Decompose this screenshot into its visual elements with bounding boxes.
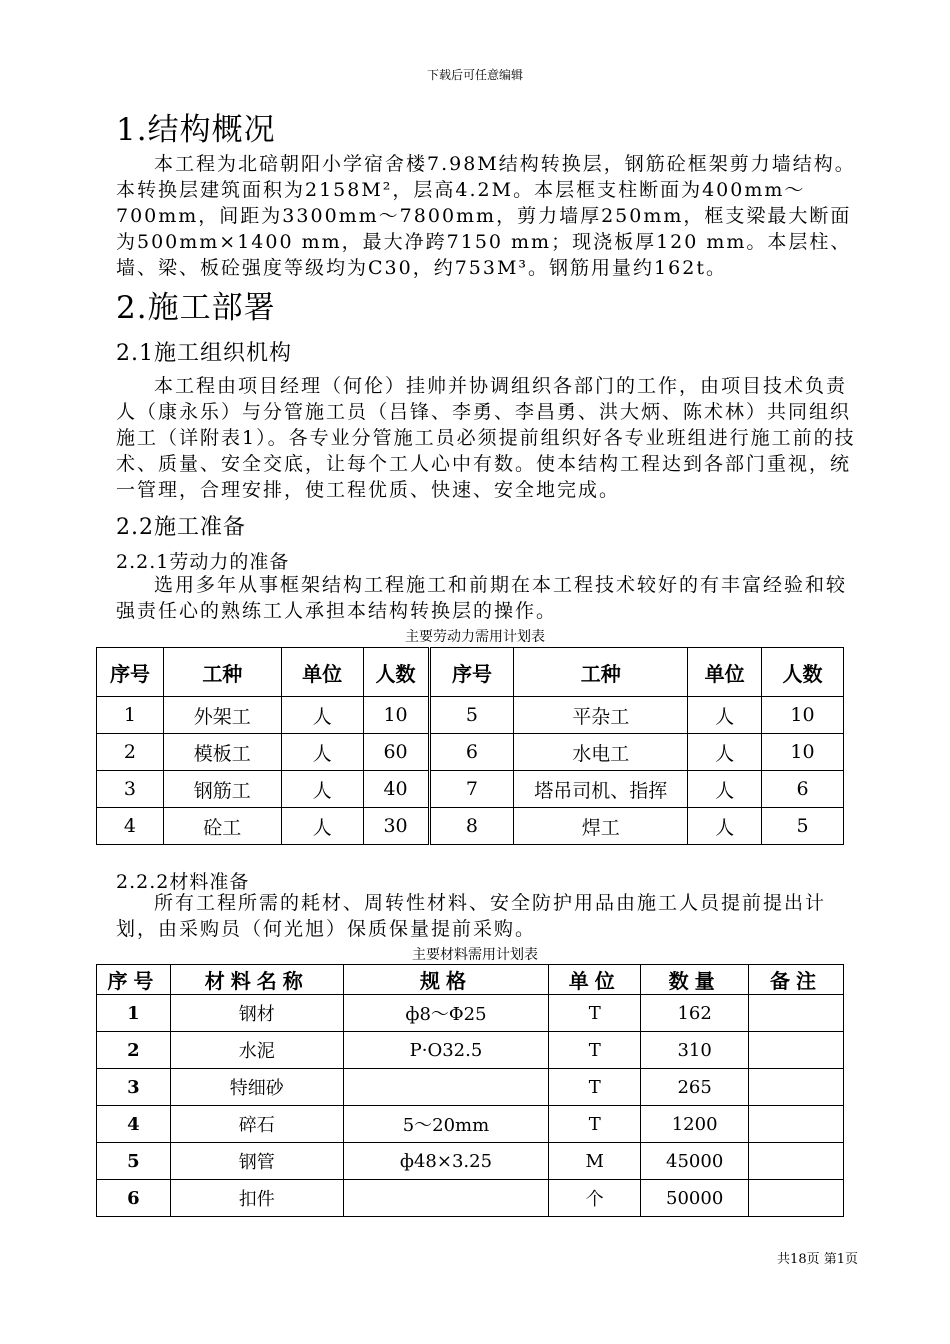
- section-2-2-2-title: 2.2.2材料准备: [116, 871, 250, 893]
- table-cell: [749, 995, 844, 1032]
- material-header-cell: 序号: [97, 965, 171, 995]
- table-cell: 10: [762, 734, 844, 771]
- table-cell: 5～20mm: [343, 1106, 549, 1143]
- table-cell: 5: [97, 1143, 171, 1180]
- table-cell: M: [549, 1143, 641, 1180]
- labor-table: [96, 647, 844, 845]
- table-cell: 砼工: [163, 808, 281, 845]
- section-1-title: 1.结构概况: [116, 112, 276, 148]
- table-cell: 40: [363, 771, 429, 808]
- table-cell: 10: [363, 697, 429, 734]
- table-cell: 外架工: [163, 697, 281, 734]
- table-cell: [749, 1143, 844, 1180]
- section-2-1-title: 2.1施工组织机构: [116, 341, 292, 366]
- table-cell: 人: [281, 734, 363, 771]
- table-cell: 钢材: [170, 995, 343, 1032]
- material-header-cell: 备注: [749, 965, 844, 995]
- table-cell: T: [549, 1106, 641, 1143]
- table-cell: 碎石: [170, 1106, 343, 1143]
- page-footer: 共18页 第1页: [777, 1252, 858, 1267]
- section-2-1-paragraph: [116, 373, 861, 503]
- table-cell: 5: [762, 808, 844, 845]
- table-cell: 人: [688, 697, 762, 734]
- labor-header-cell: 单位: [281, 648, 363, 697]
- material-table: [96, 964, 844, 1217]
- table-cell: 1: [97, 995, 171, 1032]
- labor-table-caption: 主要劳动力需用计划表: [405, 629, 545, 645]
- table-cell: 60: [363, 734, 429, 771]
- section-2-1-text: 本工程由项目经理（何伦）挂帅并协调组织各部门的工作，由项目技术负责人（康永乐）与分管施工员（吕锋、李勇、李昌勇、洪大炳、陈术林）共同组织施工（详附表1）。各专业分管施工员必须提前组织好各专业班组进行施工前的技术、质量、安全交底，让每个工人心中有数。使本结构工程达到各部门重视，统一管理，合理安排，使工程优质、快速、安全地完成。: [116, 375, 856, 501]
- table-cell: 50000: [641, 1180, 749, 1217]
- table-cell: [749, 1180, 844, 1217]
- table-cell: 3: [97, 1069, 171, 1106]
- table-cell: 6: [762, 771, 844, 808]
- material-table-header-row: [97, 965, 844, 995]
- material-header-cell: 规格: [343, 965, 549, 995]
- material-header-cell: 单位: [549, 965, 641, 995]
- table-cell: T: [549, 1069, 641, 1106]
- table-cell: 人: [688, 771, 762, 808]
- table-cell: 10: [762, 697, 844, 734]
- table-cell: T: [549, 1032, 641, 1069]
- section-2-2-1-text: 选用多年从事框架结构工程施工和前期在本工程技术较好的有丰富经验和较强责任心的熟练工人承担本结构转换层的操作。: [116, 574, 848, 622]
- table-cell: 310: [641, 1032, 749, 1069]
- labor-header-cell: 人数: [363, 648, 429, 697]
- table-cell: 2: [97, 734, 164, 771]
- table-cell: 人: [281, 771, 363, 808]
- table-cell: 45000: [641, 1143, 749, 1180]
- table-row: [97, 1180, 844, 1217]
- labor-header-cell: 工种: [163, 648, 281, 697]
- section-1-text: 本工程为北碚朝阳小学宿舍楼7.98M结构转换层，钢筋砼框架剪力墙结构。本转换层建筑面积为2158M²，层高4.2M。本层框支柱断面为400mm～700mm，间距为3300mm～7800mm，剪力墙厚250mm，框支梁最大断面为500mm×1400 mm，最大净跨7150 mm；现浇板厚120 mm。本层柱、墙、梁、板砼强度等级均为C30，约753M³。钢筋用量约162t。: [116, 153, 856, 279]
- table-cell: P·O32.5: [343, 1032, 549, 1069]
- table-cell: 3: [97, 771, 164, 808]
- material-table-caption: 主要材料需用计划表: [412, 947, 538, 963]
- table-row: [97, 734, 844, 771]
- table-cell: 个: [549, 1180, 641, 1217]
- table-cell: 水泥: [170, 1032, 343, 1069]
- table-cell: 1: [97, 697, 164, 734]
- table-cell: 模板工: [163, 734, 281, 771]
- table-cell: 扣件: [170, 1180, 343, 1217]
- table-cell: 265: [641, 1069, 749, 1106]
- table-cell: 平杂工: [514, 697, 688, 734]
- table-cell: 6: [429, 734, 514, 771]
- table-cell: 焊工: [514, 808, 688, 845]
- table-cell: 7: [429, 771, 514, 808]
- table-cell: 人: [688, 734, 762, 771]
- table-row: [97, 1143, 844, 1180]
- table-cell: 2: [97, 1032, 171, 1069]
- table-row: [97, 1106, 844, 1143]
- table-cell: T: [549, 995, 641, 1032]
- labor-header-cell: 单位: [688, 648, 762, 697]
- table-cell: [343, 1180, 549, 1217]
- table-row: [97, 697, 844, 734]
- table-cell: 4: [97, 1106, 171, 1143]
- table-cell: 人: [688, 808, 762, 845]
- table-cell: 5: [429, 697, 514, 734]
- table-cell: [749, 1106, 844, 1143]
- table-cell: 4: [97, 808, 164, 845]
- table-cell: [749, 1032, 844, 1069]
- material-header-cell: 材料名称: [170, 965, 343, 995]
- labor-header-cell: 人数: [762, 648, 844, 697]
- table-row: [97, 1032, 844, 1069]
- table-cell: [343, 1069, 549, 1106]
- header-note: 下载后可任意编辑: [426, 68, 523, 82]
- table-cell: 30: [363, 808, 429, 845]
- section-2-2-2-paragraph: [116, 890, 861, 942]
- labor-header-cell: 序号: [97, 648, 164, 697]
- table-cell: 6: [97, 1180, 171, 1217]
- table-row: [97, 771, 844, 808]
- table-cell: 1200: [641, 1106, 749, 1143]
- section-1-paragraph: [116, 151, 861, 281]
- section-2-2-title: 2.2施工准备: [116, 515, 246, 540]
- table-cell: 人: [281, 808, 363, 845]
- table-row: [97, 995, 844, 1032]
- table-row: [97, 1069, 844, 1106]
- labor-header-cell: 工种: [514, 648, 688, 697]
- labor-table-header-row: [97, 648, 844, 697]
- table-cell: 钢管: [170, 1143, 343, 1180]
- material-header-cell: 数量: [641, 965, 749, 995]
- labor-header-cell: 序号: [429, 648, 514, 697]
- section-2-2-1-title: 2.2.1劳动力的准备: [116, 551, 290, 573]
- table-cell: 水电工: [514, 734, 688, 771]
- table-cell: 162: [641, 995, 749, 1032]
- section-2-2-2-text: 所有工程所需的耗材、周转性材料、安全防护用品由施工人员提前提出计划，由采购员（何光旭）保质保量提前采购。: [116, 892, 827, 940]
- table-cell: 8: [429, 808, 514, 845]
- table-cell: ф48×3.25: [343, 1143, 549, 1180]
- section-2-title: 2.施工部署: [116, 290, 276, 326]
- table-cell: 塔吊司机、指挥: [514, 771, 688, 808]
- table-cell: [749, 1069, 844, 1106]
- section-2-2-1-paragraph: [116, 572, 861, 624]
- table-cell: 钢筋工: [163, 771, 281, 808]
- table-row: [97, 808, 844, 845]
- table-cell: 特细砂: [170, 1069, 343, 1106]
- table-cell: ф8～Φ25: [343, 995, 549, 1032]
- table-cell: 人: [281, 697, 363, 734]
